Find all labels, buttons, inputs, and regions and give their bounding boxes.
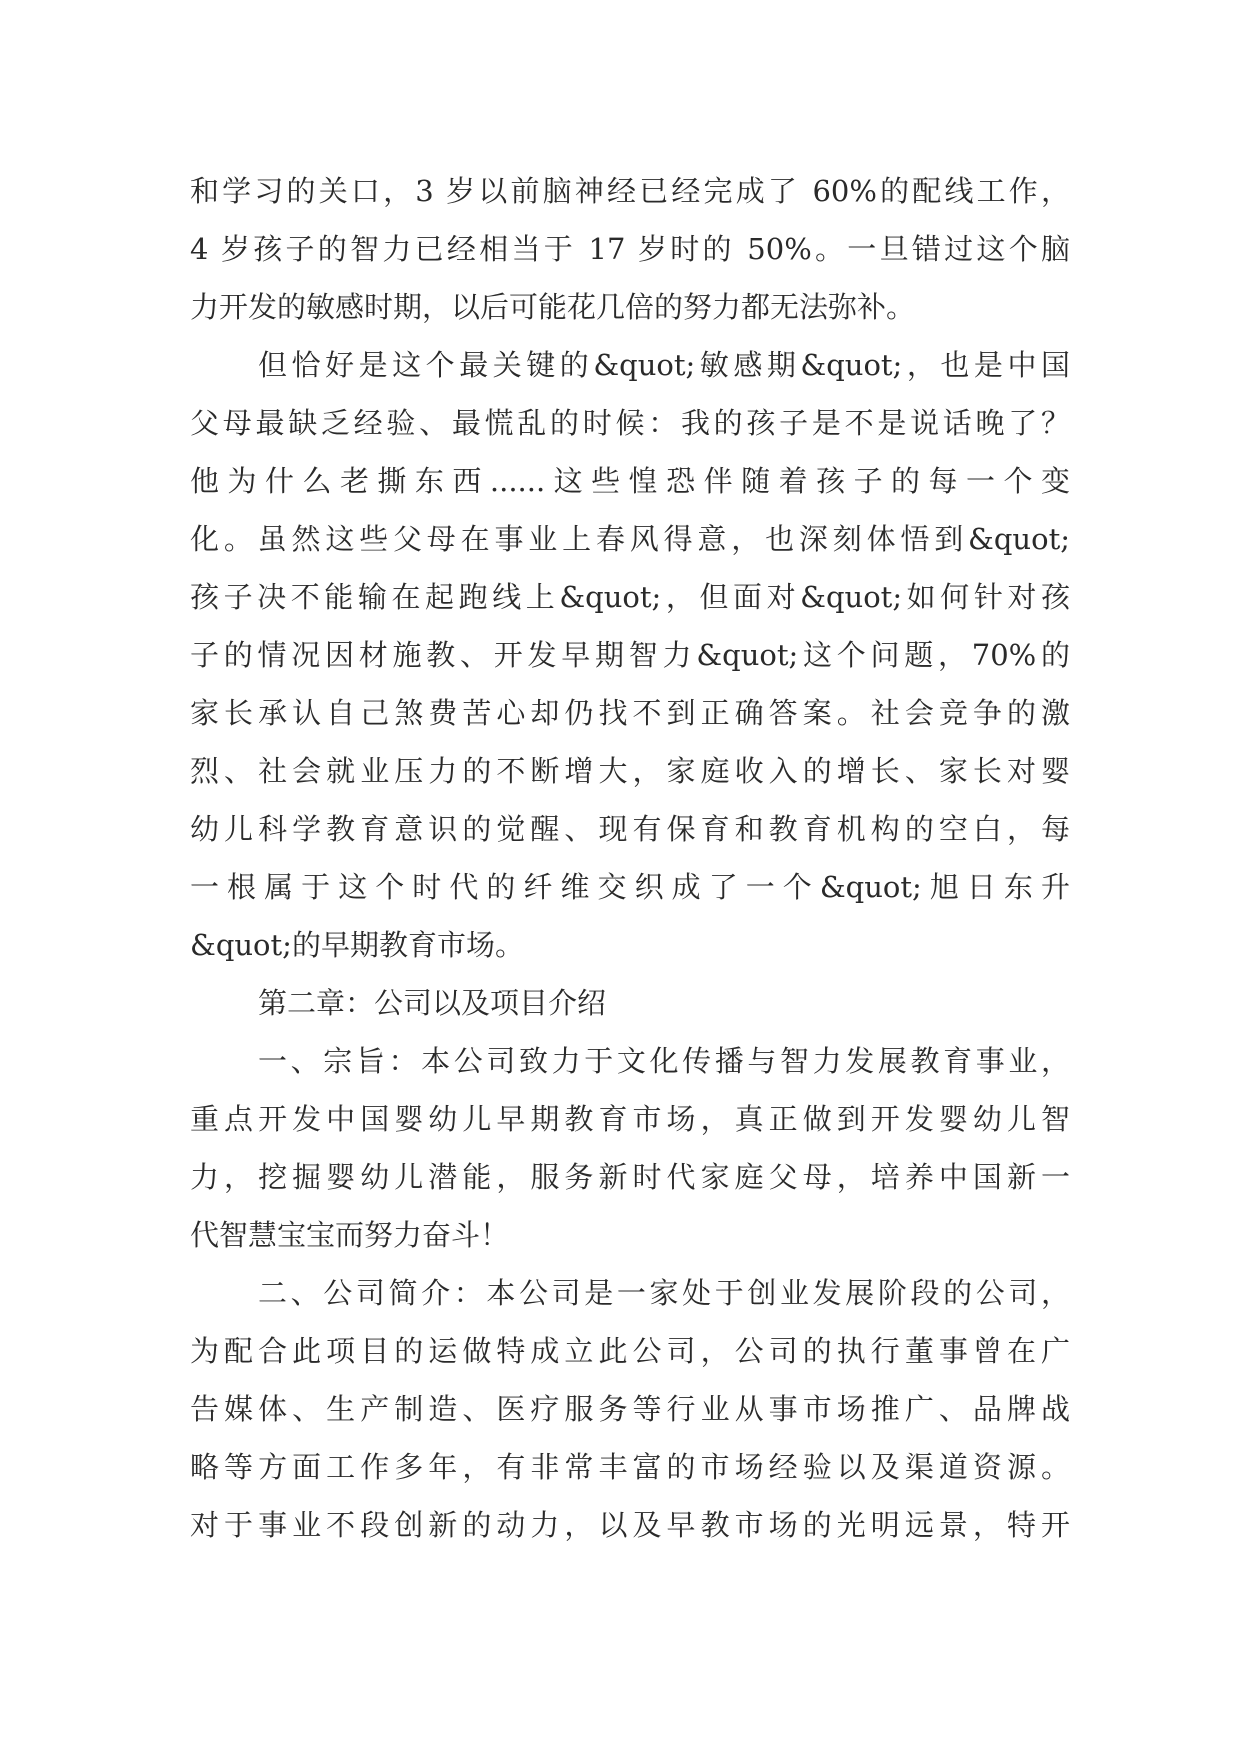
text-line: 对于事业不段创新的动力，以及早教市场的光明远景，特开 xyxy=(190,1508,1070,1542)
text-line: 孩子决不能输在起跑线上&quot;，但面对&quot;如何针对孩 xyxy=(190,580,1070,614)
text-line: 化。虽然这些父母在事业上春风得意，也深刻体悟到&quot; xyxy=(190,522,1070,556)
text-line: 为配合此项目的运做特成立此公司，公司的执行董事曾在广 xyxy=(190,1334,1070,1368)
text-line: 力，挖掘婴幼儿潜能，服务新时代家庭父母，培养中国新一 xyxy=(190,1160,1070,1194)
text-line: 但恰好是这个最关键的&quot;敏感期&quot;，也是中国 xyxy=(258,348,1070,382)
body-text xyxy=(190,162,1070,1554)
text-line: 子的情况因材施教、开发早期智力&quot;这个问题，70%的 xyxy=(190,638,1070,672)
text-line: 力开发的敏感时期，以后可能花几倍的努力都无法弥补。 xyxy=(190,290,916,324)
text-line: 告媒体、生产制造、医疗服务等行业从事市场推广、品牌战 xyxy=(190,1392,1070,1426)
text-line: 家长承认自己煞费苦心却仍找不到正确答案。社会竞争的激 xyxy=(190,696,1070,730)
text-line: 二、公司简介：本公司是一家处于创业发展阶段的公司， xyxy=(258,1276,1070,1310)
text-line: 幼儿科学教育意识的觉醒、现有保育和教育机构的空白，每 xyxy=(190,812,1070,846)
text-line: &quot;的早期教育市场。 xyxy=(190,928,524,962)
text-line: 烈、社会就业压力的不断增大，家庭收入的增长、家长对婴 xyxy=(190,754,1070,788)
text-line: 略等方面工作多年，有非常丰富的市场经验以及渠道资源。 xyxy=(190,1450,1070,1484)
text-line: 他为什么老撕东西......这些惶恐伴随着孩子的每一个变 xyxy=(190,464,1070,498)
text-line: 父母最缺乏经验、最慌乱的时候：我的孩子是不是说话晚了？ xyxy=(190,406,1070,440)
text-line: 4 岁孩子的智力已经相当于 17 岁时的 50%。一旦错过这个脑 xyxy=(190,232,1070,266)
text-line: 一、宗旨：本公司致力于文化传播与智力发展教育事业， xyxy=(258,1044,1070,1078)
text-line: 一根属于这个时代的纤维交织成了一个&quot;旭日东升 xyxy=(190,870,1070,904)
text-line: 重点开发中国婴幼儿早期教育市场，真正做到开发婴幼儿智 xyxy=(190,1102,1070,1136)
text-line: 和学习的关口，3 岁以前脑神经已经完成了 60%的配线工作， xyxy=(190,174,1070,208)
section-heading: 第二章：公司以及项目介绍 xyxy=(258,986,607,1020)
text-line: 代智慧宝宝而努力奋斗！ xyxy=(190,1218,510,1252)
